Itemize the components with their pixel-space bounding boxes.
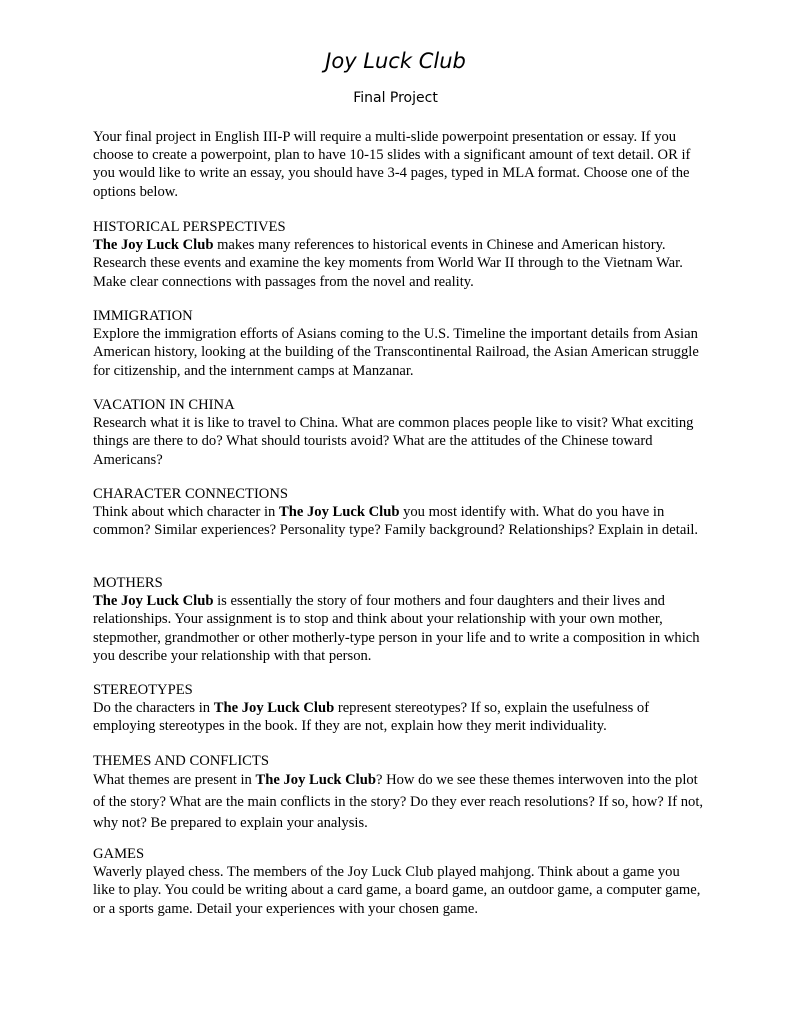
section-heading: GAMES xyxy=(93,846,145,862)
section-heading: THEMES AND CONFLICTS xyxy=(93,753,269,769)
section-body xyxy=(93,236,705,291)
section-body: Research what it is like to travel to China. What are common places people like to visit? What exciting things are there to do? What should tourists avoid? What are the attitudes of the Chinese toward Americans? xyxy=(93,415,694,468)
section-immigration xyxy=(93,307,705,380)
section-text: ? How do we see these themes interwoven into the plot of the story? What are the main conflicts in the story? Do they ever reach resolutions? If so, how? If not, why not? Be prepared to explain your analysis. xyxy=(93,772,704,832)
book-title: The Joy Luck Club xyxy=(279,504,400,521)
section-body xyxy=(93,699,705,735)
document-title: Joy Luck Club xyxy=(325,49,466,73)
section-heading: HISTORICAL PERSPECTIVES xyxy=(93,219,286,235)
book-title: The Joy Luck Club xyxy=(93,237,214,254)
section-heading: MOTHERS xyxy=(93,575,163,591)
section-body xyxy=(93,770,705,835)
section-text: you most identify with. What do you have in common? Similar experiences? Personality type? Family background? Relationships? Explain in detail. xyxy=(93,504,699,539)
section-text: is essentially the story of four mothers and four daughters and their lives and relationships. Your assignment is to stop and think about your relationship with your own mother, stepmother, grandmother or other motherly-type person in your life and to write a composition in which you describe your relationship with that person. xyxy=(93,593,700,664)
section-text: What themes are present in xyxy=(93,772,256,789)
section-stereotypes xyxy=(93,681,705,736)
section-text: makes many references to historical events in Chinese and American history. Research these events and examine the key moments from World War II through to the Vietnam War. Make clear connections with passages from the novel and reality. xyxy=(93,237,683,290)
section-text: Do the characters in xyxy=(93,700,214,717)
book-title: The Joy Luck Club xyxy=(213,700,335,717)
section-heading: CHARACTER CONNECTIONS xyxy=(93,486,288,502)
section-games xyxy=(93,845,705,918)
document-subtitle: Final Project xyxy=(353,90,438,106)
section-mothers xyxy=(93,574,705,665)
section-character-connections xyxy=(93,485,705,540)
section-vacation-in-china xyxy=(93,396,705,469)
section-heading: IMMIGRATION xyxy=(93,308,193,324)
section-body xyxy=(93,592,705,665)
section-text: Think about which character in xyxy=(93,504,279,521)
section-heading: VACATION IN CHINA xyxy=(93,397,235,413)
section-heading: STEREOTYPES xyxy=(93,682,193,698)
intro-paragraph: Your final project in English III-P will require a multi-slide powerpoint presentation or essay. If you choose to create a powerpoint, plan to have 10-15 slides with a significant amount of text detail. OR if you would like to write an essay, you should have 3-4 pages, typed in MLA format. Choose one of the options below. xyxy=(93,129,691,200)
section-historical-perspectives xyxy=(93,218,705,291)
section-themes-and-conflicts xyxy=(93,752,705,835)
section-body: Waverly played chess. The members of the Joy Luck Club played mahjong. Think about a game you like to play. You could be writing about a card game, a board game, an outdoor game, a computer game, or a sports game. Detail your experiences with your chosen game. xyxy=(93,864,701,917)
book-title: The Joy Luck Club xyxy=(93,593,214,610)
book-title: The Joy Luck Club xyxy=(255,772,376,789)
section-body xyxy=(93,503,705,539)
section-body: Explore the immigration efforts of Asians coming to the U.S. Timeline the important details from Asian American history, looking at the building of the Transcontinental Railroad, the Asian American struggle for citizenship, and the internment camps at Manzanar. xyxy=(93,326,699,379)
section-text: represent stereotypes? If so, explain the usefulness of employing stereotypes in the book. If they are not, explain how they merit individuality. xyxy=(93,700,650,735)
